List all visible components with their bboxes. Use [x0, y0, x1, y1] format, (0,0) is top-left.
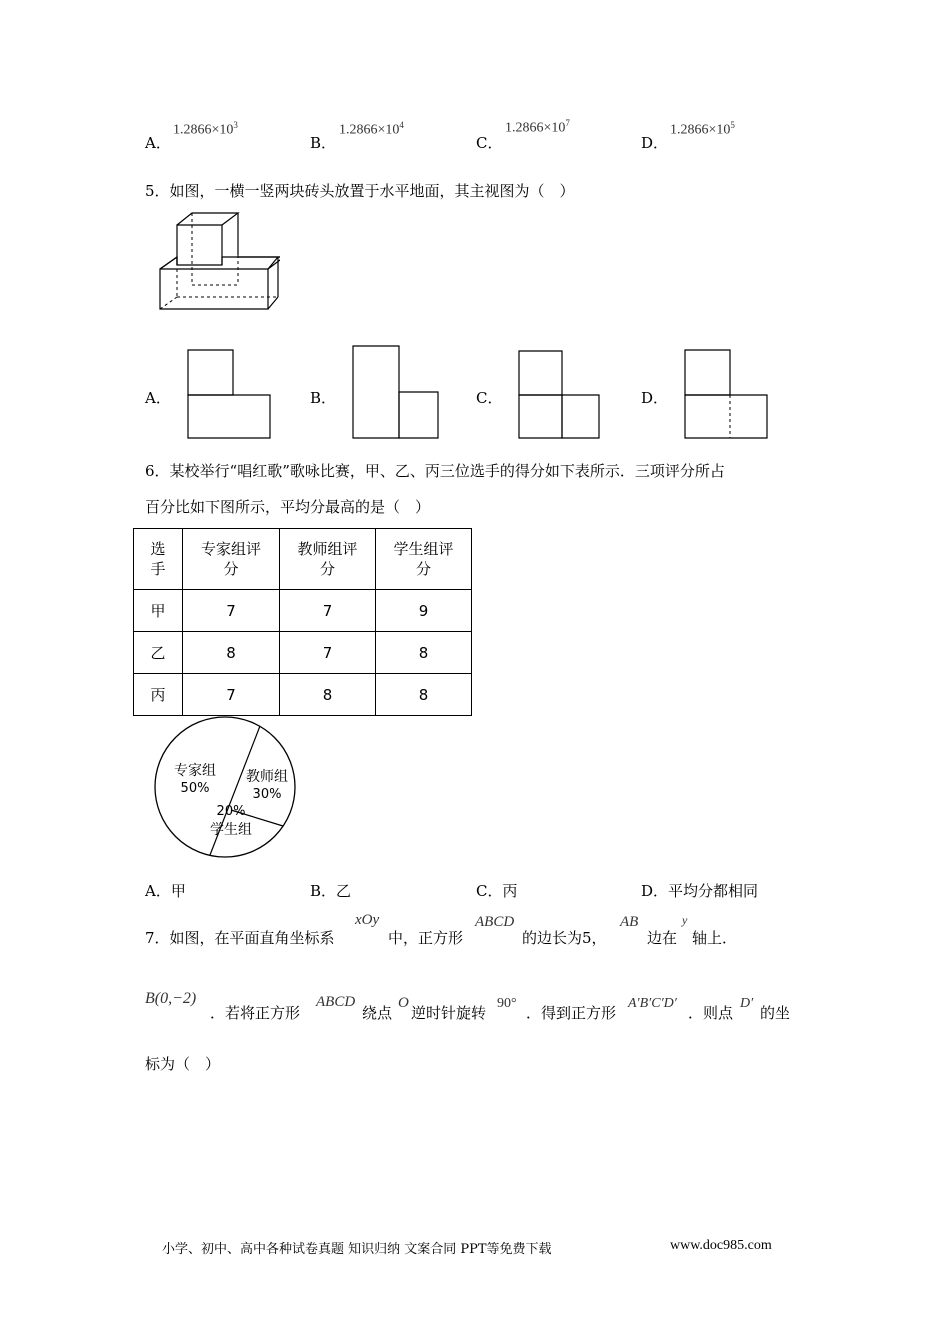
- table-cell: 8: [280, 674, 376, 716]
- q7-line1-a: 7．如图，在平面直角坐标系: [145, 929, 335, 947]
- q7-math-abcd-prime: A′B′C′D′: [628, 996, 677, 1011]
- q7-line3: 标为（ ）: [145, 1055, 221, 1073]
- pie-label-expert: 专家组 50%: [174, 763, 216, 796]
- q5-option-a: A．: [145, 389, 171, 407]
- footer-url[interactable]: www.doc985.com: [670, 1238, 772, 1253]
- q5-option-c: C．: [476, 389, 503, 407]
- q6-option-a: A．甲: [145, 882, 186, 900]
- table-cell: 丙: [134, 674, 183, 716]
- q7-line1-d: 边在: [647, 929, 678, 947]
- q4-option-d-value: $1.2866\times 10^5$: [670, 120, 735, 138]
- q7-line2-c: 逆时针旋转: [411, 1004, 487, 1022]
- q4-option-d: D．: [641, 134, 669, 152]
- q4-option-c: C．: [476, 134, 503, 152]
- q5-stem: 5．如图，一横一竖两块砖头放置于水平地面，其主视图为（ ）: [145, 182, 575, 200]
- q4-option-c-value: $1.2866\times 10^7$: [505, 118, 570, 136]
- table-cell: 8: [183, 632, 280, 674]
- q4-option-a-value: $1.2866\times 10^3$: [173, 120, 238, 138]
- q4-option-b: B．: [310, 134, 337, 152]
- table-header-cell: 专家组评 分: [183, 529, 280, 590]
- q6-option-d: D．平均分都相同: [641, 882, 759, 900]
- q7-math-b-coord: B(0,−2): [145, 990, 197, 1007]
- table-cell: 8: [376, 674, 472, 716]
- pie-label-teacher: 教师组 30%: [246, 769, 288, 802]
- q7-math-d-prime: D′: [740, 996, 754, 1011]
- table-cell: 乙: [134, 632, 183, 674]
- table-cell: 9: [376, 590, 472, 632]
- q7-line2-a: ．若将正方形: [210, 1004, 301, 1022]
- vertical-brick-front: [177, 225, 222, 265]
- q4-option-a: A．: [145, 134, 171, 152]
- q7-math-y: y: [682, 913, 688, 927]
- q6-stem-line2: 百分比如下图所示，平均分最高的是（ ）: [145, 498, 431, 516]
- q7-line1-b: 中，正方形: [388, 929, 464, 947]
- table-row: [134, 674, 472, 716]
- q7-math-deg: 90°: [497, 996, 517, 1011]
- q7-line2-f: 的坐: [760, 1004, 791, 1022]
- q7-math-abcd: ABCD: [316, 994, 356, 1010]
- q7-line2-d: ．得到正方形: [526, 1004, 617, 1022]
- q7-math-ab: AB: [620, 914, 639, 930]
- q5-option-a-figure: [185, 348, 275, 440]
- q7-line2-b: 绕点: [362, 1004, 393, 1022]
- q4-option-b-value: $1.2866\times 10^4$: [339, 120, 404, 138]
- table-cell: 8: [376, 632, 472, 674]
- q7-math-abcd: ABCD: [475, 914, 515, 930]
- q6-option-c: C．丙: [476, 882, 518, 900]
- table-cell: 甲: [134, 590, 183, 632]
- vertical-brick-top: [177, 213, 238, 225]
- footer-text: 小学、初中、高中各种试卷真题 知识归纳 文案合同 PPT等免费下载: [162, 1242, 552, 1257]
- q5-option-d-figure: [682, 348, 772, 440]
- table-header-cell: 教师组评 分: [280, 529, 376, 590]
- table-cell: 7: [280, 632, 376, 674]
- q6-score-table: [133, 528, 472, 716]
- table-header-row: [134, 529, 472, 590]
- pie-label-student: 20% 学生组: [210, 804, 252, 838]
- q5-option-b-figure: [350, 344, 442, 440]
- table-header-cell: 学生组评 分: [376, 529, 472, 590]
- q6-stem-line1: 6．某校举行“唱红歌”歌咏比赛，甲、乙、丙三位选手的得分如下表所示．三项评分所占: [145, 462, 725, 480]
- q5-option-d: D．: [641, 389, 669, 407]
- table-cell: 7: [280, 590, 376, 632]
- q5-option-c-figure: [516, 349, 604, 440]
- q5-option-b: B．: [310, 389, 337, 407]
- table-cell: 7: [183, 590, 280, 632]
- q7-line2-e: ．则点: [688, 1004, 734, 1022]
- q7-line1-e: 轴上．: [692, 929, 738, 947]
- q6-option-b: B．乙: [310, 882, 352, 900]
- q7-math-xoy: xOy: [355, 912, 380, 928]
- table-row: [134, 590, 472, 632]
- q7-line1-c: 的边长为5，: [522, 929, 607, 947]
- table-row: [134, 632, 472, 674]
- q7-math-o: O: [398, 995, 409, 1011]
- horizontal-brick-front: [160, 269, 268, 309]
- table-cell: 7: [183, 674, 280, 716]
- q5-bricks-figure: [150, 205, 280, 317]
- table-header-cell: 选 手: [134, 529, 183, 590]
